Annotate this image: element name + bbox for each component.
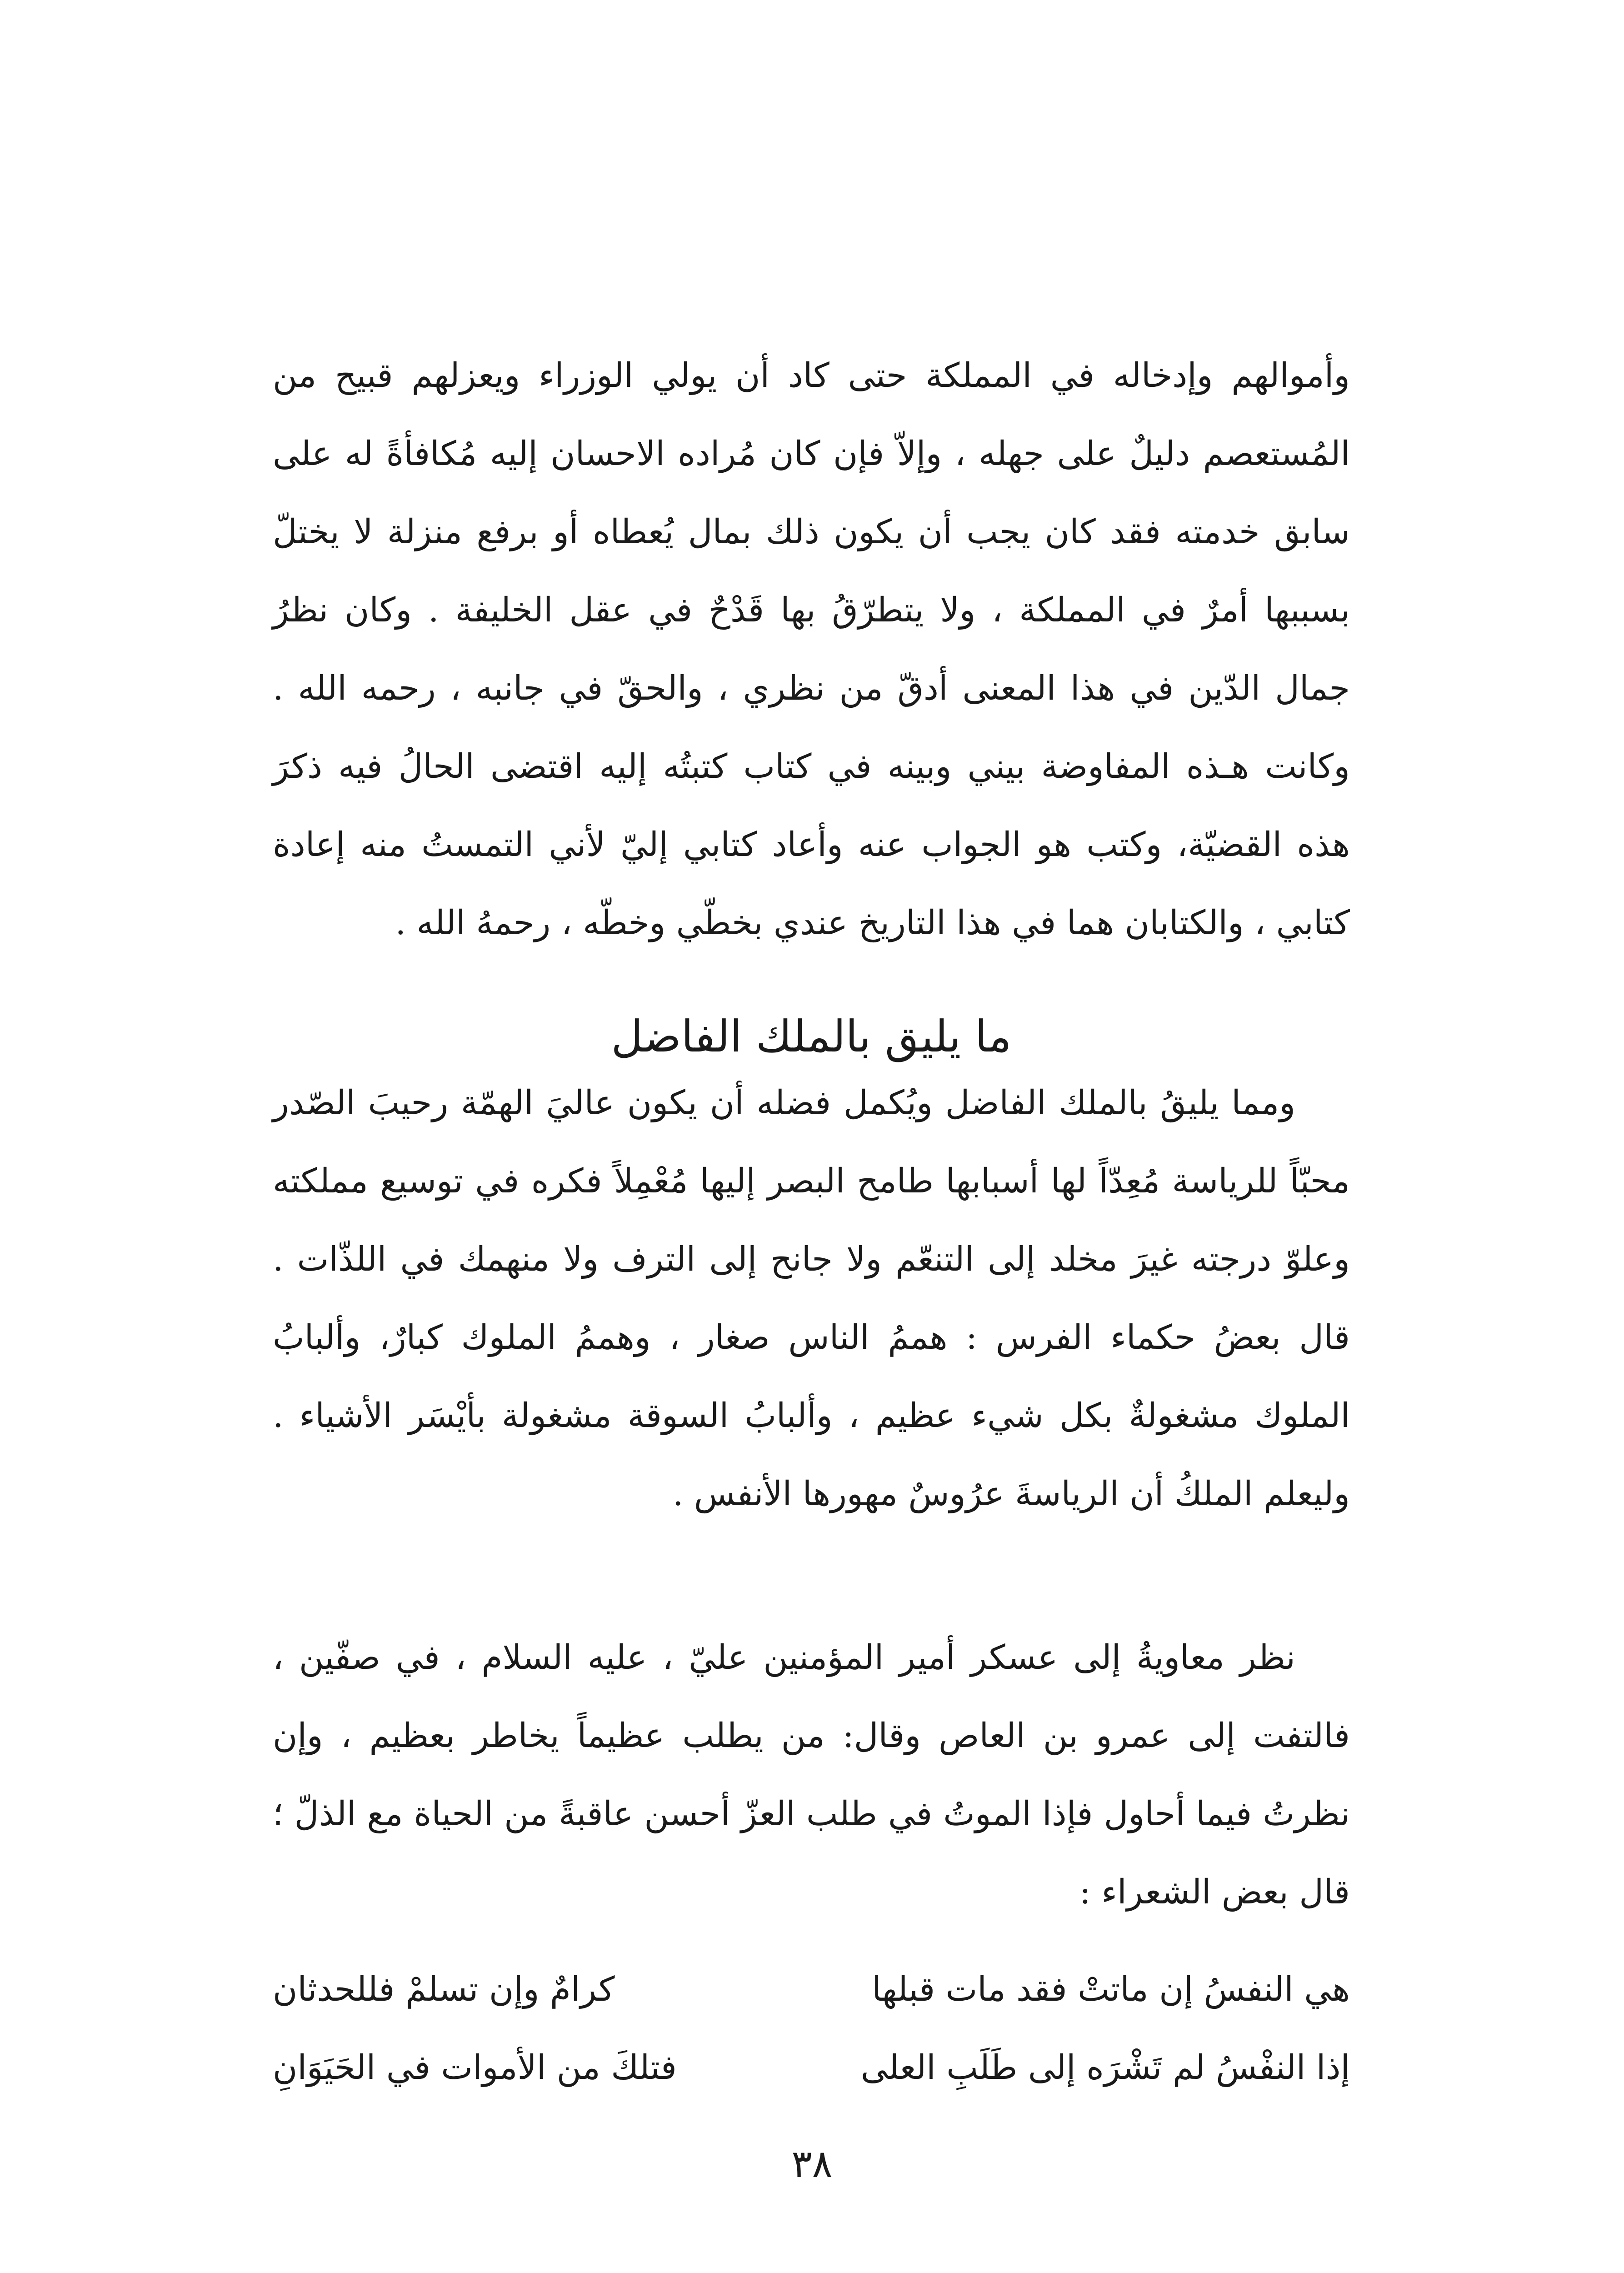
paragraph-text: وأموالهم وإدخاله في المملكة حتى كاد أن يولي الوزراء ويعزلهم قبيح من المُستعصم دليلٌ على جهله ، وإلاّ فإن كان مُراده الاحسان إليه مُكافأةً له على سابق خدمته فقد كان يجب أن يكون ذلك بمال يُعطاه أو برفع منزلة لا يختلّ بسببها أمرٌ في المملكة ، ولا يتطرّقُ بها قَدْحٌ في عقل الخليفة . وكان نظرُ جمال الدّين في هذا المعنى أدقّ من نظري ، والحقّ في جانبه ، رحمه الله . وكانت هـذه المفاوضة بيني وبينه في كتاب كتبتُه إليه اقتضى الحالُ فيه ذكرَ هذه القضيّة، وكتب هو الجواب عنه وأعاد كتابي إليّ لأني التمستُ منه إعادة كتابي ، والكتابان هما في هذا التاريخ عندي بخطّي وخطّه ، رحمهُ الله . [273,356,1350,942]
section-heading: ما يليق بالملك الفاضل [611,1011,1012,1062]
paragraph-continuation [273,336,1350,962]
verse-second-hemistich: فتلكَ من الأموات في الحَيَوَانِ [273,2048,677,2087]
verse-line [273,1950,1350,2028]
paragraph-muawiya [273,1618,1350,1931]
verse-line [273,2028,1350,2107]
page-number: ٣٨ [791,2142,833,2186]
verse-first-hemistich: إذا النفْسُ لم تَشْرَه إلى طَلَبِ العلى [860,2048,1350,2087]
paragraph-text: نظر معاويةُ إلى عسكر أمير المؤمنين عليّ ، عليه السلام ، في صفّين ، فالتفت إلى عمرو بن العاص وقال: من يطلب عظيماً يخاطر بعظيم ، وإن نظرتُ فيما أحاول فإذا الموتُ في طلب العزّ أحسن عاقبةً من الحياة مع الذلّ ؛ قال بعض الشعراء : [273,1638,1350,1912]
verse-first-hemistich: هي النفسُ إن ماتتْ فقد مات قبلها [872,1970,1350,2009]
paragraph-text: ومما يليقُ بالملك الفاضل ويُكمل فضله أن يكون عاليَ الهمّة رحيبَ الصّدر محبّاً للرياسة مُعِدّاً لها أسبابها طامح البصر إليها مُعْمِلاً فكره في توسيع مملكته وعلوّ درجته غيرَ مخلد إلى التنعّم ولا جانح إلى الترف ولا منهمك في اللذّات . قال بعضُ حكماء الفرس : هممُ الناس صغار ، وهممُ الملوك كبارٌ، وألبابُ الملوك مشغولةٌ بكل شيء عظيم ، وألبابُ السوقة مشغولة بأيْسَر الأشياء . وليعلم الملكُ أن الرياسةَ عرُوسٌ مهورها الأنفس . [273,1083,1350,1513]
verse-second-hemistich: كرامٌ وإن تسلمْ فللحدثان [273,1970,615,2009]
poetry-verses [273,1950,1350,2107]
paragraph-fitting-king [273,1064,1350,1533]
